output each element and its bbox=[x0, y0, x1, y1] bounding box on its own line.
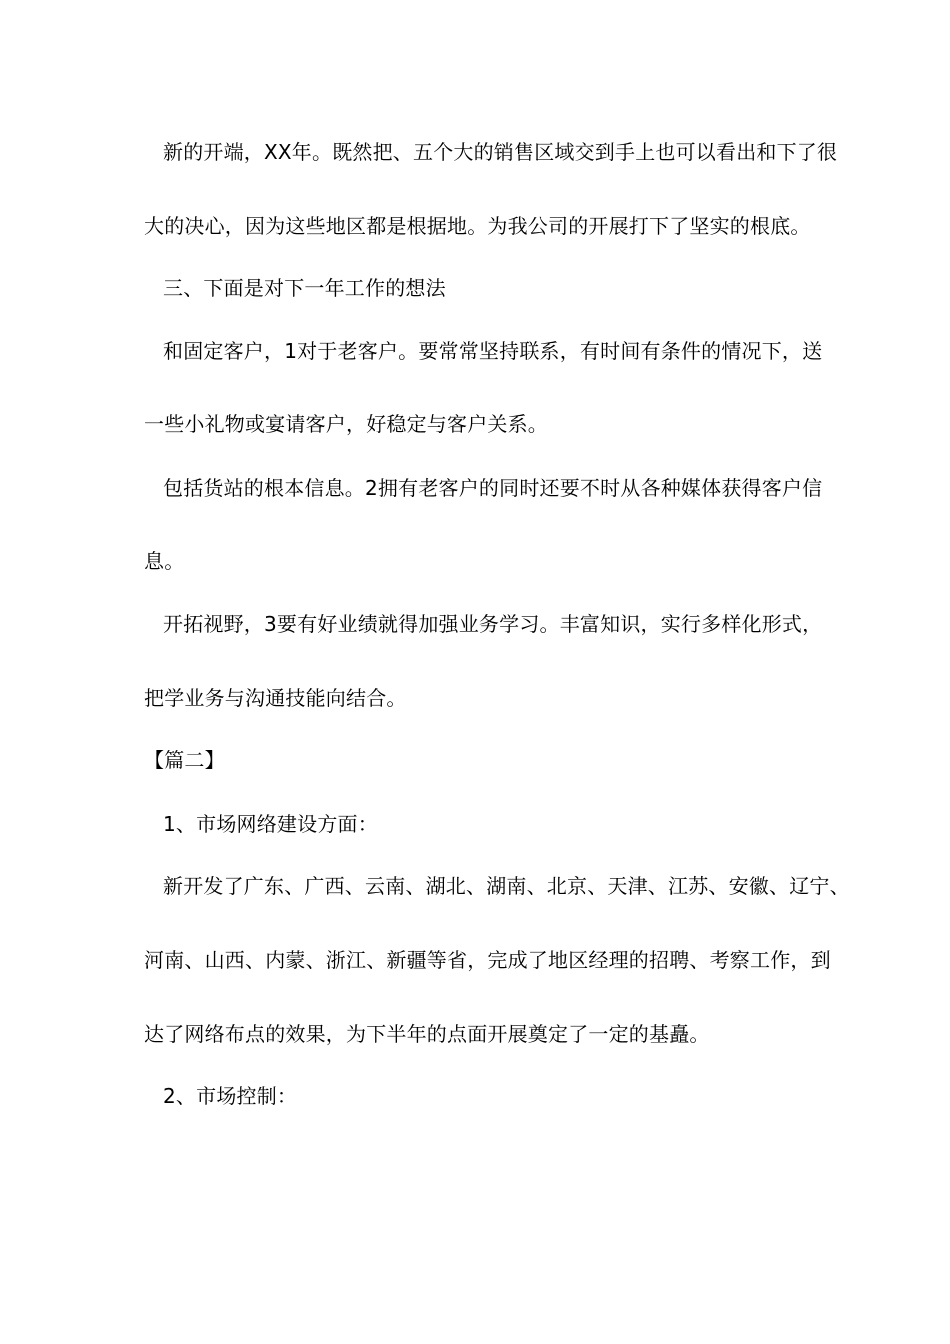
subsection-heading: 2、市场控制： bbox=[163, 1084, 298, 1108]
section-heading: 【篇二】 bbox=[144, 748, 225, 772]
paragraph-line: 新的开端，XX年。既然把、五个大的销售区域交到手上也可以看出和下了很 bbox=[163, 140, 838, 164]
paragraph-line: 新开发了广东、广西、云南、湖北、湖南、北京、天津、江苏、安徽、辽宁、 bbox=[163, 874, 850, 898]
paragraph-line: 河南、山西、内蒙、浙江、新疆等省，完成了地区经理的招聘、考察工作，到 bbox=[144, 948, 831, 972]
paragraph-line: 和固定客户，1对于老客户。要常常坚持联系，有时间有条件的情况下，送 bbox=[163, 339, 823, 363]
paragraph-line: 一些小礼物或宴请客户，好稳定与客户关系。 bbox=[144, 412, 548, 436]
paragraph-line: 开拓视野，3要有好业绩就得加强业务学习。丰富知识，实行多样化形式， bbox=[163, 612, 823, 636]
paragraph-line: 把学业务与沟通技能向结合。 bbox=[144, 686, 407, 710]
paragraph-line: 达了网络布点的效果，为下半年的点面开展奠定了一定的基矗。 bbox=[144, 1022, 710, 1046]
paragraph-line: 包括货站的根本信息。2拥有老客户的同时还要不时从各种媒体获得客户信 bbox=[163, 476, 823, 500]
section-heading: 三、下面是对下一年工作的想法 bbox=[163, 276, 446, 300]
subsection-heading: 1、市场网络建设方面： bbox=[163, 812, 378, 836]
paragraph-line: 大的决心，因为这些地区都是根据地。为我公司的开展打下了坚实的根底。 bbox=[144, 214, 811, 238]
paragraph-line: 息。 bbox=[144, 549, 185, 573]
